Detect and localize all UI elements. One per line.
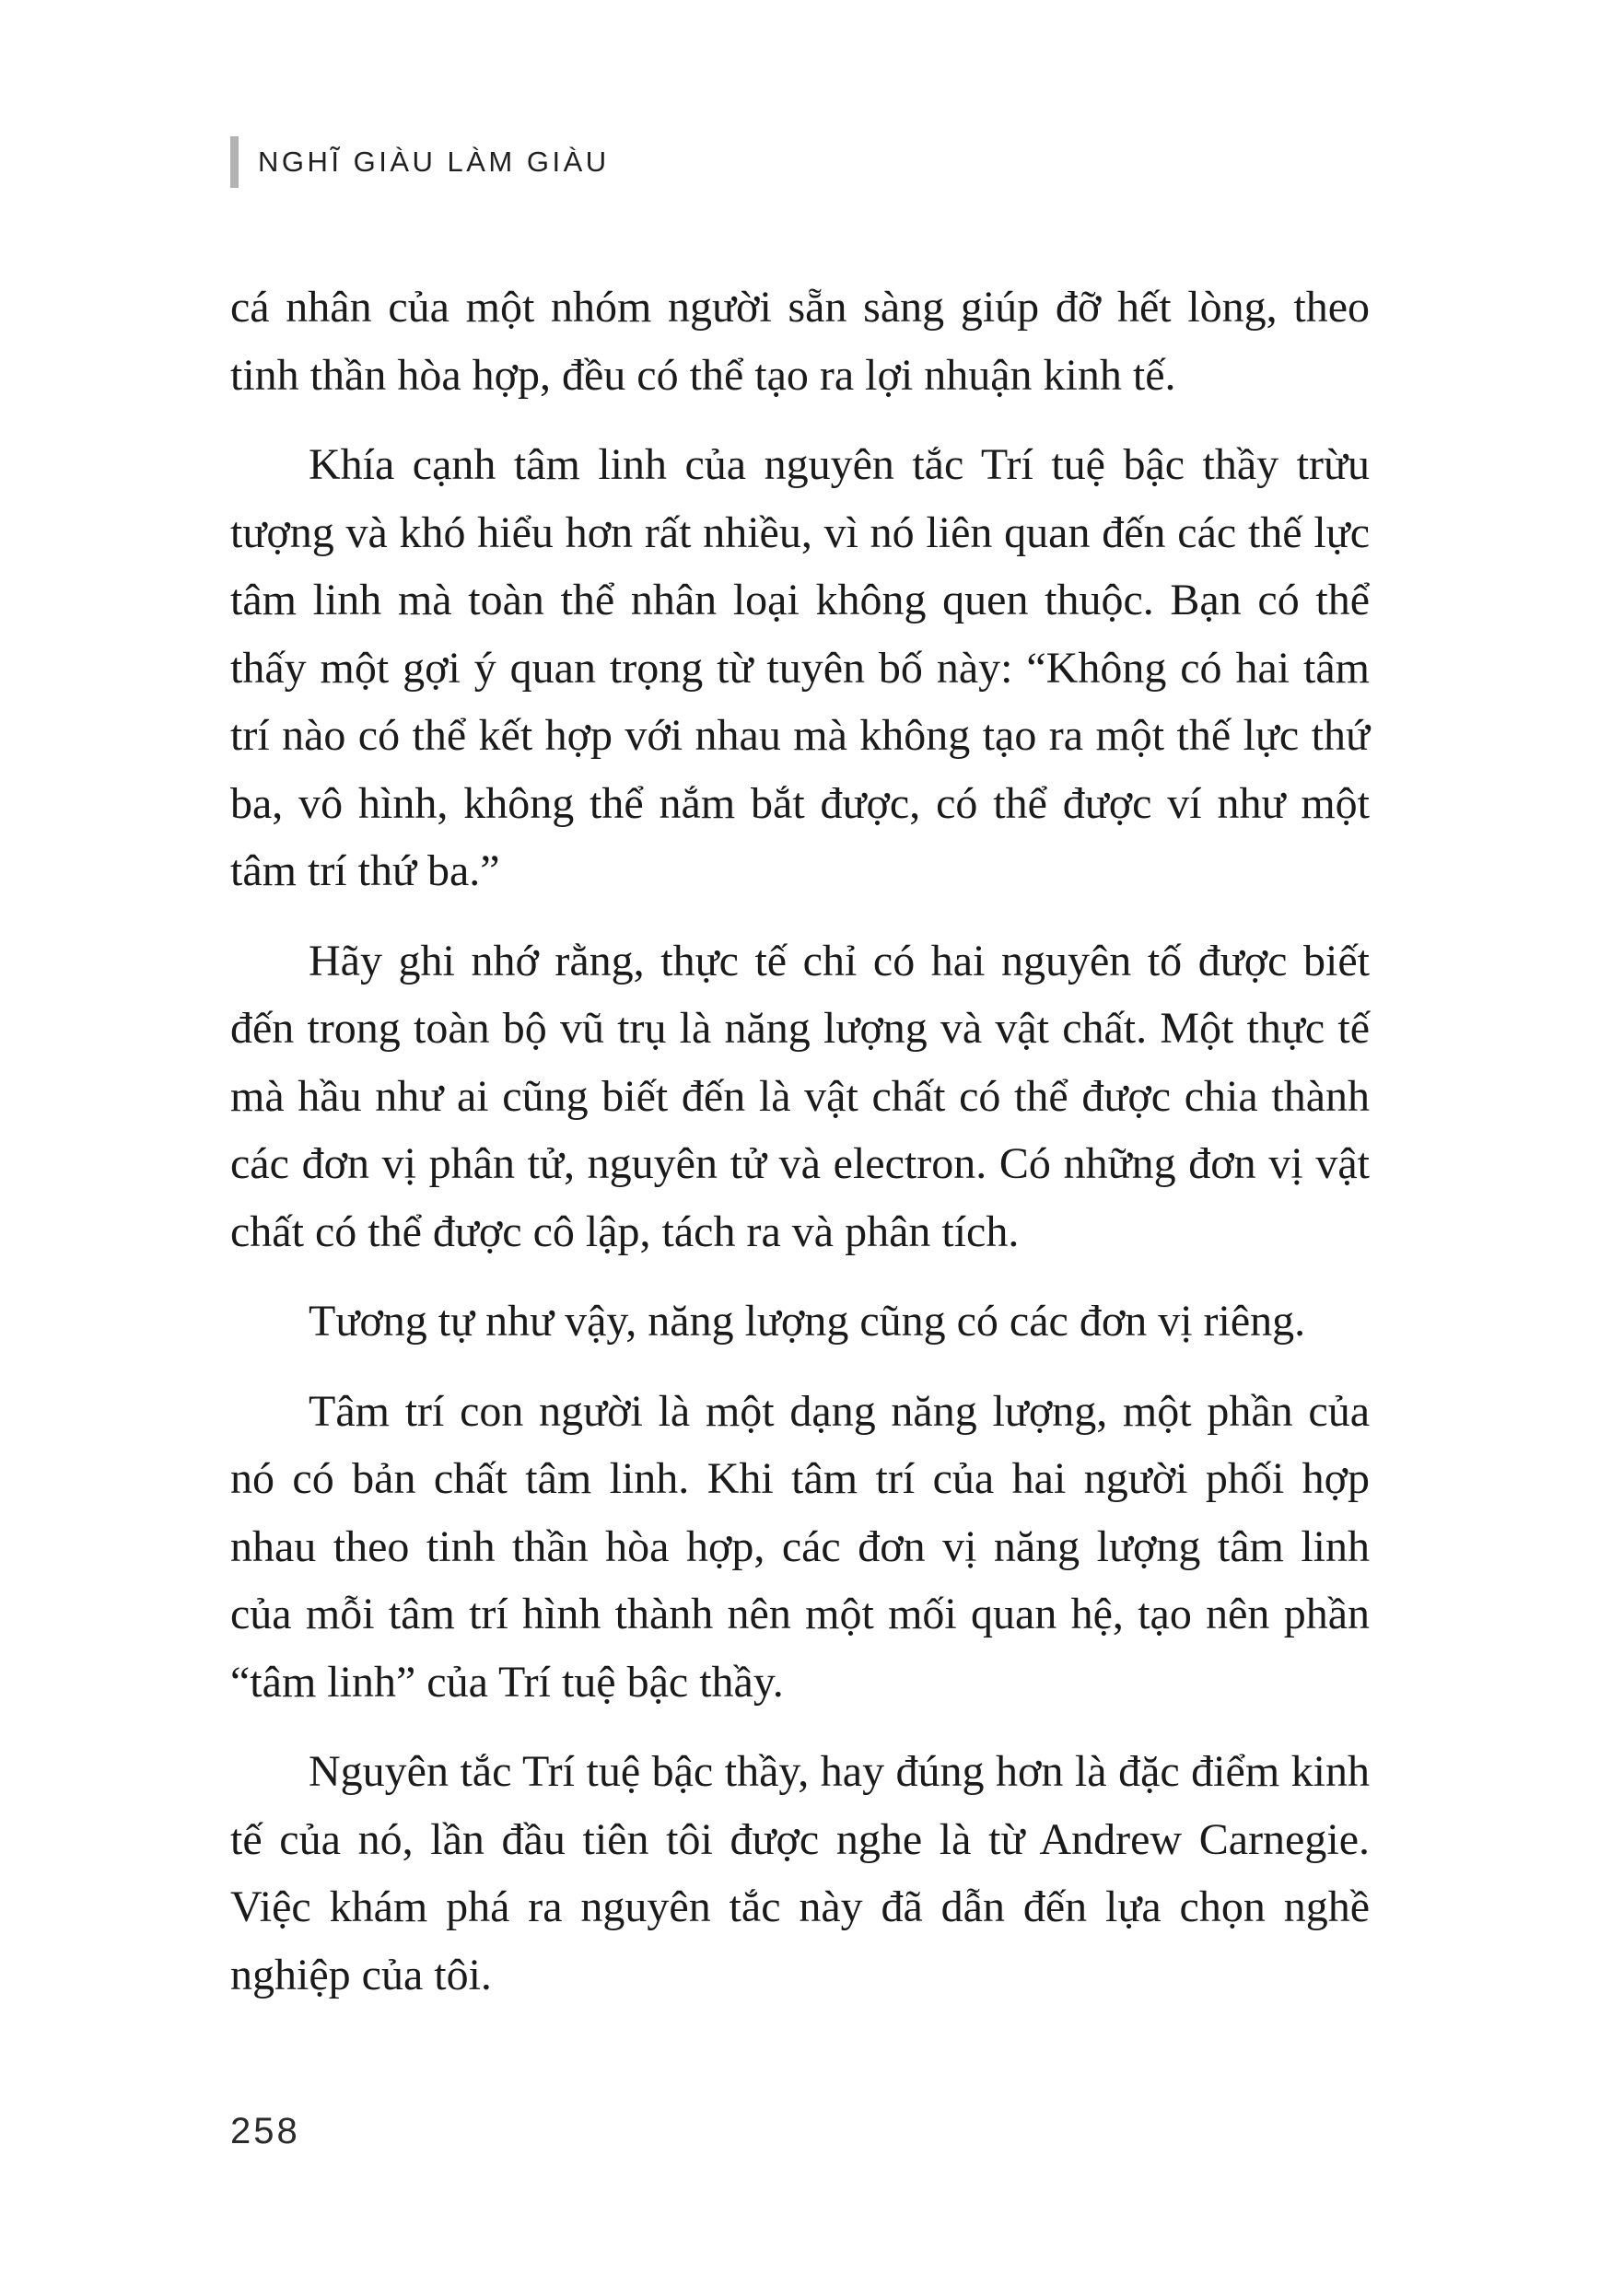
page-number: 258 (230, 2111, 300, 2151)
paragraph: Tâm trí con người là một dạng năng lượng, một phần của nó có bản chất tâm linh. Khi tâm trí của hai người phối hợp nhau theo tinh thần hòa hợp, các đơn vị năng lượng tâm linh của mỗi tâm trí hình thành nên một mối quan hệ, tạo nên phần “tâm linh” của Trí tuệ bậc thầy. (230, 1386, 1370, 1707)
running-header (230, 135, 610, 189)
paragraph: Hãy ghi nhớ rằng, thực tế chỉ có hai nguyên tố được biết đến trong toàn bộ vũ trụ là năng lượng và vật chất. Một thực tế mà hầu như ai cũng biết đến là vật chất có thể được chia thành các đơn vị phân tử, nguyên tử và electron. Có những đơn vị vật chất có thể được cô lập, tách ra và phân tích. (230, 936, 1370, 1256)
paragraph: cá nhân của một nhóm người sẵn sàng giúp đỡ hết lòng, theo tinh thần hòa hợp, đều có thể tạo ra lợi nhuận kinh tế. (230, 283, 1370, 400)
header-rule-bar (230, 136, 239, 188)
body-text (230, 274, 1370, 2009)
paragraph: Nguyên tắc Trí tuệ bậc thầy, hay đúng hơn là đặc điểm kinh tế của nó, lần đầu tiên tôi được nghe là từ Andrew Carnegie. Việc khám phá ra nguyên tắc này đã dẫn đến lựa chọn nghề nghiệp của tôi. (230, 1747, 1370, 1999)
page-footer (230, 2113, 300, 2150)
book-title: NGHĨ GIÀU LÀM GIÀU (258, 146, 610, 178)
paragraph: Khía cạnh tâm linh của nguyên tắc Trí tuệ bậc thầy trừu tượng và khó hiểu hơn rất nhiều, vì nó liên quan đến các thế lực tâm linh mà toàn thể nhân loại không quen thuộc. Bạn có thể thấy một gợi ý quan trọng từ tuyên bố này: “Không có hai tâm trí nào có thể kết hợp với nhau mà không tạo ra một thế lực thứ ba, vô hình, không thể nắm bắt được, có thể được ví như một tâm trí thứ ba.” (230, 440, 1370, 895)
paragraph: Tương tự như vậy, năng lượng cũng có các đơn vị riêng. (309, 1297, 1306, 1346)
